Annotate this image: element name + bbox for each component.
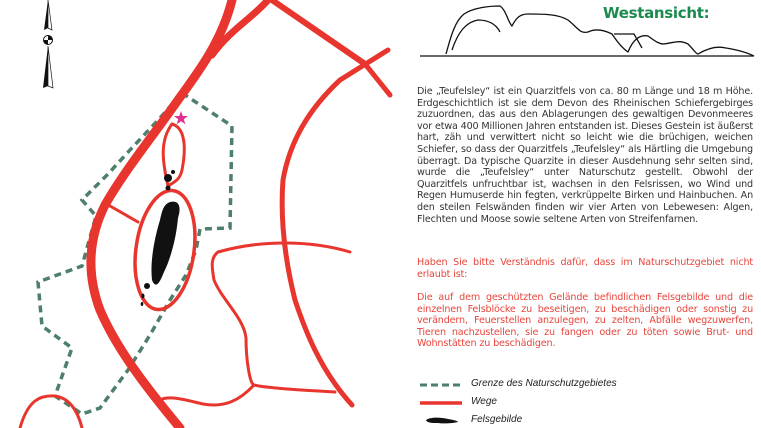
- notice-rules: Die auf dem geschützten Gelände befindlichen Felsgebilde und die einzelnen Felsblöcke zu beseitigen, zu beschädigen oder sonstig zu verändern, Feuerstellen anzulegen, zu zelten, Abfälle wegzuwerfen, Tieren nachzustellen, sie zu fangen oder zu töten sowie Brut- und Wohnstätten zu beschädigen.: [417, 292, 753, 350]
- north-arrow-icon: [43, 0, 53, 88]
- dashed-boundary-line-icon: [418, 377, 464, 391]
- legend-item-rocks: [418, 413, 758, 427]
- west-view-title: Westansicht:: [603, 4, 710, 22]
- legend-label: Wege: [471, 396, 497, 407]
- legend-item-boundary: [418, 377, 758, 391]
- legend-label: Felsgebilde: [471, 414, 523, 425]
- notice-intro: Haben Sie bitte Verständnis dafür, dass im Naturschutzgebiet nicht erlaubt ist:: [417, 257, 753, 280]
- location-marker-star-icon: [174, 111, 188, 124]
- legend-label: Grenze des Naturschutzgebietes: [471, 378, 617, 389]
- paths: [20, 0, 390, 428]
- legend-item-paths: [418, 395, 758, 409]
- red-path-line-icon: [418, 395, 464, 409]
- description-paragraph: Die „Teufelsley“ ist ein Quarzitfels von ca. 80 m Länge und 18 m Höhe. Erdgeschichtlich ist sie dem Devon des Rheinischen Schiefergebirges zuzuordnen, das aus den Ablagerungen des gewaltigen Devonmeeres vor etwa 400 Millionen Jahren entstanden ist. Dieses Gestein ist äußerst hart, zäh und verwittert nicht so leicht wie die brüchigen, weichen Schiefer, so dass der Quarzitfels „Teufelsley“ als Härtling die Umgebung überragt. Da typische Quarzite in dieser Ausdehnung sehr selten sind, wurde die „Teufelsley“ unter Naturschutz gestellt. Obwohl der Quarzitfels unfruchtbar ist, wachsen in den Felsrissen, wo Wind und Regen Humuserde hin fegten, verkrüppelte Birken und Hainbuchen. An den steilen Felswänden finden wir vier Arten von Lebewesen: Algen, Flechten und Moose sowie seltene Arten von Streifenfarnen.: [417, 86, 753, 225]
- rock-shape-icon: [418, 413, 464, 427]
